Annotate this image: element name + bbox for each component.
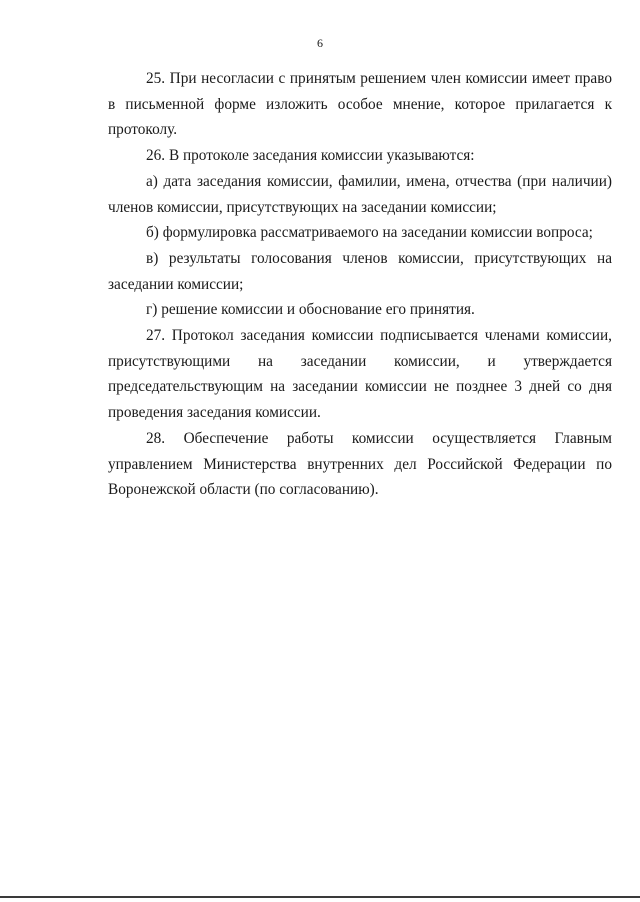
- document-body: [108, 66, 612, 503]
- paragraph-28: 28. Обеспечение работы комиссии осуществляется Главным управлением Министерства внутренних дел Российской Федерации по Воронежской области (по согласованию).: [108, 429, 612, 499]
- paragraph-26-item-g: г) решение комиссии и обоснование его принятия.: [146, 301, 475, 319]
- paragraph-26-intro: 26. В протоколе заседания комиссии указываются:: [146, 147, 475, 165]
- paragraph-26-item-a: а) дата заседания комиссии, фамилии, имена, отчества (при наличии) членов комиссии, присутствующих на заседании комиссии;: [108, 172, 612, 216]
- paragraph-26-item-v: в) результаты голосования членов комиссии, присутствующих на заседании комиссии;: [108, 249, 612, 293]
- paragraph-26-item-b: б) формулировка рассматриваемого на заседании комиссии вопроса;: [146, 224, 593, 242]
- paragraph-27: 27. Протокол заседания комиссии подписывается членами комиссии, присутствующими на заседании комиссии, и утверждается председательствующим на заседании комиссии не позднее 3 дней со дня проведения заседания комиссии.: [108, 327, 612, 422]
- scan-edge-line: [0, 896, 640, 898]
- paragraph-25: 25. При несогласии с принятым решением член комиссии имеет право в письменной форме изложить особое мнение, которое прилагается к протоколу.: [108, 70, 612, 139]
- page-number: 6: [317, 36, 323, 50]
